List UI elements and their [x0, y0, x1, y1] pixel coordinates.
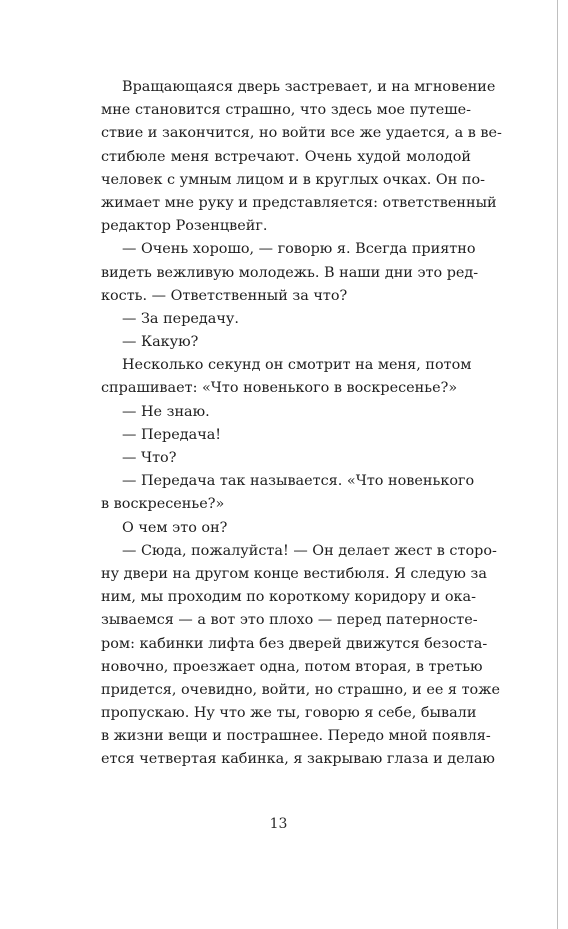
text-line: Вращающаяся дверь застревает, и на мгновение — [122, 79, 496, 95]
text-line: ну двери на другом конце вестибюля. Я следую за — [101, 565, 487, 582]
text-line: — За передачу. — [122, 310, 239, 327]
text-line: жимает мне руку и представляется: ответственный — [101, 194, 497, 211]
text-line: — Не знаю. — [122, 403, 210, 420]
text-line: ется четвертая кабинка, я закрываю глаза и делаю — [101, 751, 495, 768]
text-line: — Передача! — [122, 426, 222, 443]
text-line: пропускаю. Ну что же ты, говорю я себе, бывали — [101, 705, 477, 722]
text-line: новочно, проезжает одна, потом вторая, в третью — [101, 658, 483, 675]
text-line: — Передача так называется. «Что новенького — [122, 473, 475, 490]
page-number: 13 — [269, 816, 288, 832]
text-line: в воскресенье?» — [101, 496, 225, 513]
text-line: мне становится страшно, что здесь мое путеше- — [101, 102, 471, 119]
page-edge — [557, 0, 568, 929]
text-line: придется, очевидно, войти, но страшно, и ее я тоже — [101, 681, 500, 698]
body-text — [101, 76, 502, 772]
text-line: стибюле меня встречают. Очень худой молодой — [101, 148, 471, 165]
text-line: зываемся — а вот это плохо — перед патерносте- — [101, 612, 478, 629]
text-line: ним, мы проходим по короткому коридору и ока- — [101, 589, 476, 606]
text-line: в жизни вещи и пострашнее. Передо мной появля- — [101, 728, 491, 745]
text-line: спрашивает: «Что новенького в воскресенье?» — [101, 380, 458, 397]
text-line: — Что? — [122, 450, 177, 466]
text-line: О чем это он? — [122, 519, 228, 536]
text-line: ром: кабинки лифта без дверей движутся безоста- — [101, 635, 488, 652]
text-line: человек с умным лицом и в круглых очках. Он по- — [101, 171, 485, 188]
text-line: редактор Розенцвейг. — [101, 218, 268, 235]
text-line: видеть вежливую молодежь. В наши дни это ред- — [101, 264, 479, 281]
text-line: Несколько секунд он смотрит на меня, потом — [122, 357, 472, 374]
text-line: — Очень хорошо, — говорю я. Всегда приятно — [122, 241, 476, 258]
text-line: ствие и закончится, но войти все же удается, а в ве- — [101, 125, 502, 142]
text-line: — Сюда, пожалуйста! — Он делает жест в сторо- — [122, 542, 497, 559]
text-line: кость. — Ответственный за что? — [101, 287, 348, 304]
text-line: — Какую? — [122, 334, 199, 351]
